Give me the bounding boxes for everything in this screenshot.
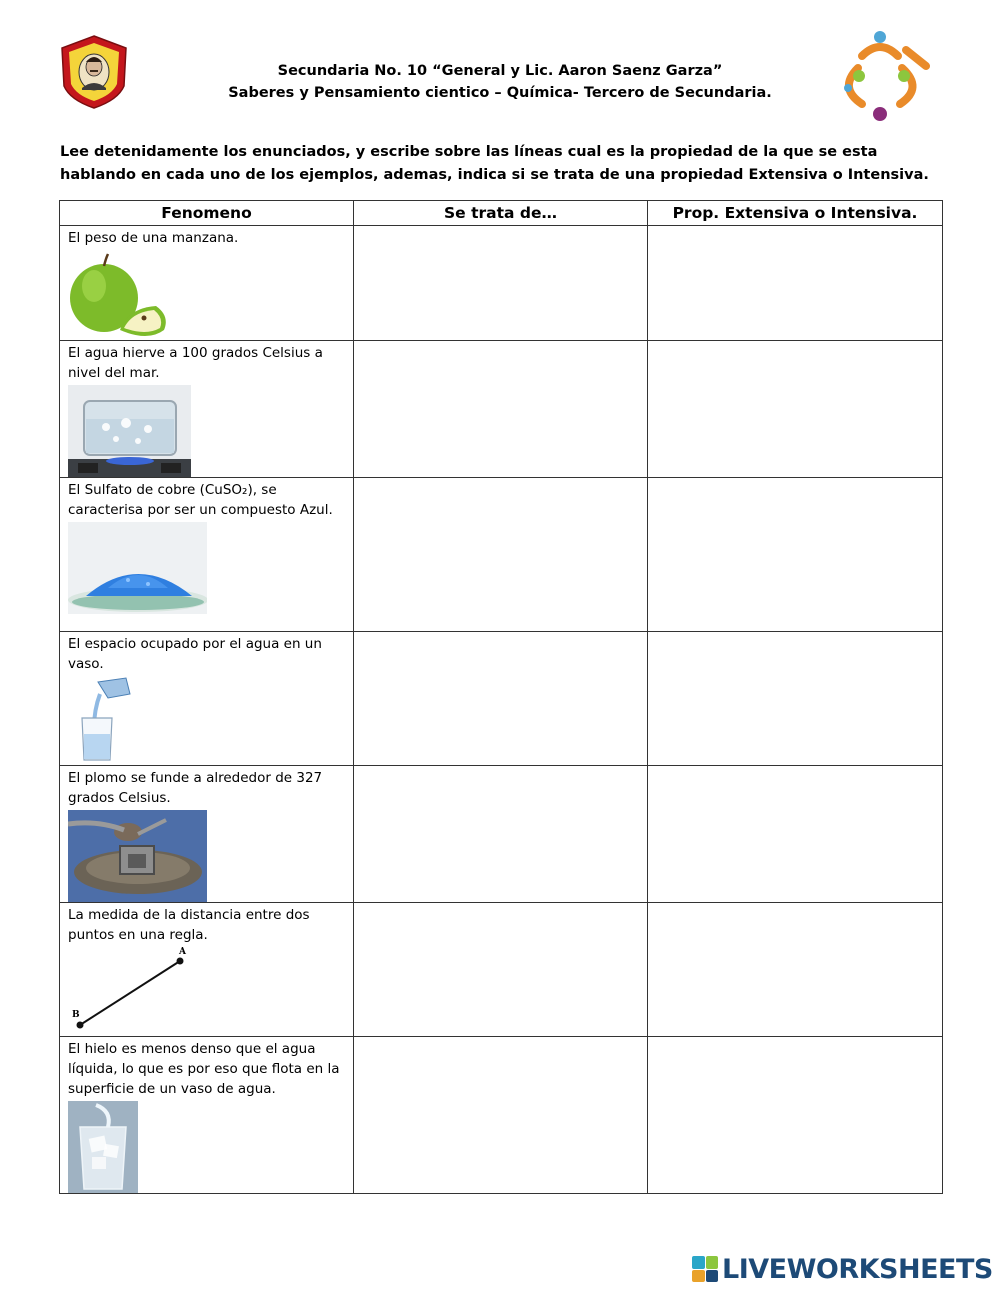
melting-lead-crucible-photo: [68, 810, 207, 902]
extensiva-intensiva-cell[interactable]: [648, 226, 943, 341]
school-name: Secundaria No. 10 “General y Lic. Aaron Saenz Garza”: [277, 63, 723, 79]
se-trata-de-cell[interactable]: [354, 341, 648, 478]
fenomeno-cell: [60, 1037, 354, 1194]
properties-table: [59, 200, 943, 1194]
se-trata-de-cell[interactable]: [354, 766, 648, 903]
fenomeno-cell: [60, 226, 354, 341]
copper-sulfate-powder-photo: [68, 522, 207, 614]
line-segment-diagram: [68, 947, 198, 1033]
se-trata-de-cell[interactable]: [354, 226, 648, 341]
header-extensiva-intensiva: Prop. Extensiva o Intensiva.: [648, 201, 943, 226]
fenomeno-text: La medida de la distancia entre dos puntos en una regla.: [68, 907, 310, 943]
point-a-label: A: [179, 947, 186, 957]
se-trata-de-cell[interactable]: [354, 478, 648, 632]
header-se-trata-de: Se trata de…: [354, 201, 648, 226]
extensiva-intensiva-cell[interactable]: [648, 1037, 943, 1194]
green-apple-photo: [68, 250, 172, 340]
fenomeno-cell: [60, 632, 354, 766]
extensiva-intensiva-cell[interactable]: [648, 632, 943, 766]
fenomeno-cell: [60, 478, 354, 632]
fenomeno-text: El peso de una manzana.: [68, 230, 239, 246]
fenomeno-text: El plomo se funde a alrededor de 327 grados Celsius.: [68, 770, 323, 806]
table-header-row: [60, 201, 943, 226]
extensiva-intensiva-cell[interactable]: [648, 766, 943, 903]
fenomeno-text: El agua hierve a 100 grados Celsius a nivel del mar.: [68, 345, 323, 381]
table-row: [60, 632, 943, 766]
fenomeno-cell: [60, 766, 354, 903]
course-subtitle: Saberes y Pensamiento cientico – Química- Tercero de Secundaria.: [228, 85, 772, 101]
fenomeno-text: El Sulfato de cobre (CuSO₂), se caracterisa por ser un compuesto Azul.: [68, 482, 333, 518]
point-b-label: B: [72, 1010, 80, 1020]
se-trata-de-cell[interactable]: [354, 903, 648, 1037]
point-b: [77, 1022, 84, 1029]
ice-in-glass-photo: [68, 1101, 138, 1193]
fenomeno-cell: [60, 341, 354, 478]
point-a: [177, 958, 184, 965]
extensiva-intensiva-cell[interactable]: [648, 478, 943, 632]
fenomeno-text: El espacio ocupado por el agua en un vaso.: [68, 636, 322, 672]
extensiva-intensiva-cell[interactable]: [648, 903, 943, 1037]
water-pouring-glass-photo: [68, 676, 134, 764]
instructions-text: Lee detenidamente los enunciados, y escribe sobre las líneas cual es la propiedad de la que se esta hablando en cada uno de los ejemplos, ademas, indica si se trata de una propiedad Extensiva o Intensiva.: [60, 144, 929, 183]
liveworksheets-brand[interactable]: [692, 1254, 993, 1284]
table-row: [60, 341, 943, 478]
fenomeno-text: El hielo es menos denso que el agua líquida, lo que es por eso que flota en la superficie de un vaso de agua.: [68, 1041, 340, 1097]
fenomeno-cell: [60, 903, 354, 1037]
header-fenomeno: Fenomeno: [60, 201, 354, 226]
extensiva-intensiva-cell[interactable]: [648, 341, 943, 478]
table-row: [60, 766, 943, 903]
school-seal-logo: [58, 34, 130, 110]
table-row: [60, 903, 943, 1037]
table-row: [60, 226, 943, 341]
table-row: [60, 478, 943, 632]
document-header: [150, 60, 850, 104]
se-trata-de-cell[interactable]: [354, 632, 648, 766]
table-row: [60, 1037, 943, 1194]
boiling-water-pot-photo: [68, 385, 191, 477]
se-trata-de-cell[interactable]: [354, 1037, 648, 1194]
liveworksheets-logo-icon: [692, 1256, 718, 1282]
brand-text: LIVEWORKSHEETS: [722, 1253, 993, 1285]
